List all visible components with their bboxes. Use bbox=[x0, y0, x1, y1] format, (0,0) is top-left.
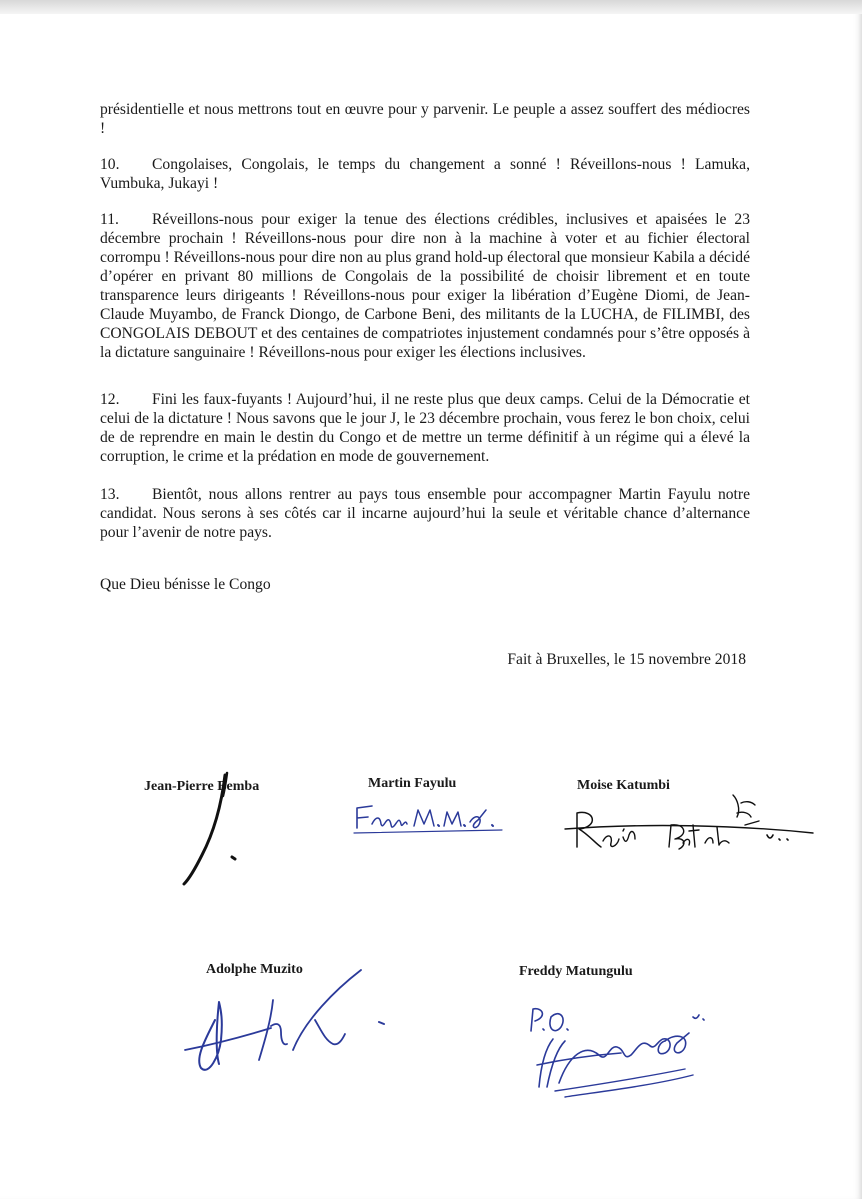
signatory-name-matungulu: Freddy Matungulu bbox=[519, 964, 633, 979]
paragraph-number: 10. bbox=[100, 156, 120, 173]
paragraph-text: Bientôt, nous allons rentrer au pays tous ensemble pour accompagner Martin Fayulu notre candidat. Nous serons à ses côtés car il incarne aujourd’hui la seule et véritable chance d’alternance pour l’avenir de notre pays. bbox=[100, 486, 750, 541]
scan-top-edge bbox=[0, 0, 862, 14]
signature-matungulu bbox=[525, 995, 715, 1100]
intro-continuation: présidentielle et nous mettrons tout en œuvre pour y parvenir. Le peuple a assez souffert des médiocres ! bbox=[100, 101, 750, 137]
paragraph-12 bbox=[100, 390, 750, 466]
closing-blessing: Que Dieu bénisse le Congo bbox=[100, 576, 271, 593]
paragraph-number: 13. bbox=[100, 486, 120, 503]
paragraph-13 bbox=[100, 485, 750, 542]
paragraph-text: Réveillons-nous pour exiger la tenue des élections crédibles, inclusives et apaisées le 23 décembre prochain ! Réveillons-nous pour dire non à la machine à voter et au fichier électoral corrompu ! Réveillons-nous pour dire non au plus grand hold-up électoral que monsieur Kabila a décidé d’opérer en privant 80 millions de Congolais de la possibilité de choisir librement et en toute transparence leurs dirigeants ! Réveillons-nous pour exiger la libération d’Eugène Diomi, de Jean-Claude Muyambo, de Franck Diongo, de Carbone Beni, des militants de la LUCHA, de FILIMBI, des CONGOLAIS DEBOUT et des centaines de compatriotes injustement condamnés pour s’être opposés à la dictature sanguinaire ! Réveillons-nous pour exiger les élections inclusives. bbox=[100, 211, 750, 361]
signature-fayulu bbox=[352, 800, 512, 840]
paragraph-text: Congolaises, Congolais, le temps du changement a sonné ! Réveillons-nous ! Lamuka, Vumbuka, Jukayi ! bbox=[100, 156, 750, 192]
paragraph-text: Fini les faux-fuyants ! Aujourd’hui, il ne reste plus que deux camps. Celui de la Démocratie et celui de la dictature ! Nous savons que le jour J, le 23 décembre prochain, vous ferez le bon choix, celui de de reprendre en main le destin du Congo et de mettre un terme définitif à un régime qui a élevé la corruption, le crime et la prédation en mode de gouvernement. bbox=[100, 391, 750, 465]
signatory-name-fayulu: Martin Fayulu bbox=[368, 776, 457, 791]
signatory-name-katumbi: Moise Katumbi bbox=[577, 778, 670, 793]
signature-muzito bbox=[175, 960, 405, 1080]
signatory-name-bemba: Jean-Pierre Bemba bbox=[144, 779, 260, 794]
signature-bemba bbox=[170, 770, 250, 890]
paragraph-number: 11. bbox=[100, 211, 119, 228]
paragraph-11 bbox=[100, 210, 750, 362]
place-and-date: Fait à Bruxelles, le 15 novembre 2018 bbox=[507, 651, 746, 668]
signatory-name-muzito: Adolphe Muzito bbox=[206, 962, 303, 977]
paragraph-10 bbox=[100, 155, 750, 193]
signature-katumbi bbox=[565, 785, 815, 860]
paragraph-number: 12. bbox=[100, 391, 120, 408]
